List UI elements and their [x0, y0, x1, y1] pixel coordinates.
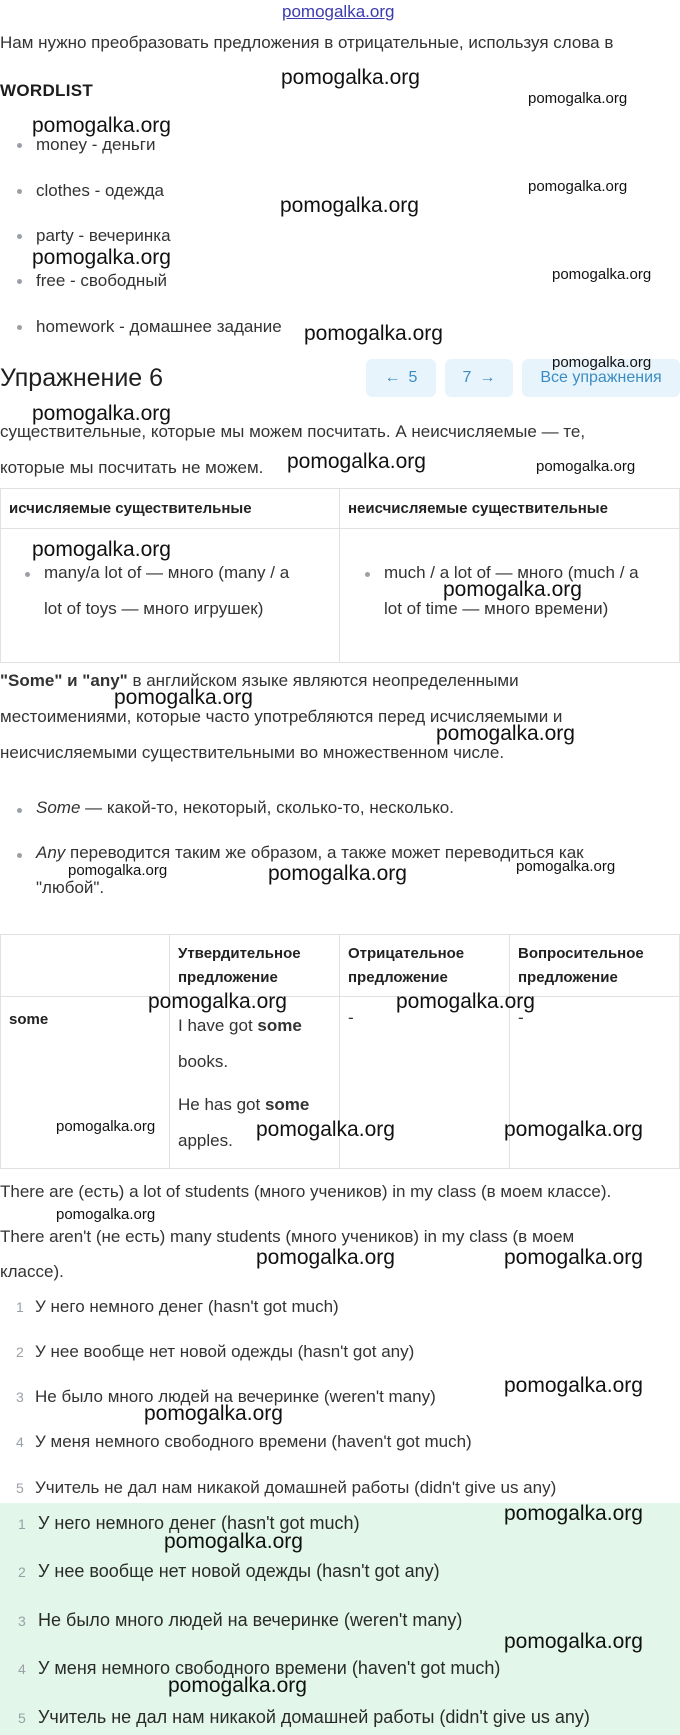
watermark: pomogalka.org [32, 114, 171, 137]
bullet-icon [17, 853, 22, 858]
watermark: pomogalka.org [528, 90, 628, 107]
arrow-left-icon: ← [384, 369, 401, 386]
some-any-bold: "Some" и "any" [0, 671, 128, 690]
watermark: pomogalka.org [32, 402, 171, 425]
watermark: pomogalka.org [436, 722, 575, 745]
table-row-label: some [9, 1011, 49, 1028]
answer-number: 1 [18, 1516, 26, 1532]
watermark: pomogalka.org [536, 458, 636, 475]
watermark: pomogalka.org [268, 862, 407, 885]
list-item: money - деньги [36, 135, 156, 154]
task-item: У меня немного свободного времени (haven't got much) [35, 1432, 472, 1451]
arrow-right-icon: → [479, 369, 496, 386]
bullet-icon [17, 325, 22, 330]
watermark: pomogalka.org [504, 1118, 643, 1141]
answer-item: Не было много людей на вечеринке (weren't many) [38, 1610, 463, 1630]
bullet-icon [25, 572, 30, 577]
cell-text: I have got [178, 1016, 258, 1035]
watermark: pomogalka.org [56, 1118, 156, 1135]
answer-item: У меня немного свободного времени (haven't got much) [38, 1658, 501, 1678]
table-cell: much / a lot of — много (much / a [384, 563, 639, 582]
list-item [36, 798, 454, 818]
cell-bold: some [257, 1016, 302, 1035]
table-cell: books. [178, 1052, 229, 1071]
task-number: 3 [16, 1389, 24, 1405]
site-top-link[interactable]: pomogalka.org [282, 2, 395, 21]
watermark: pomogalka.org [504, 1374, 643, 1397]
watermark: pomogalka.org [114, 686, 253, 709]
example-line: There are (есть) a lot of students (много учеников) in my class (в моем классе). [0, 1182, 612, 1201]
watermark: pomogalka.org [304, 322, 443, 345]
list-item: party - вечеринка [36, 226, 171, 245]
bullet-icon [17, 189, 22, 194]
task-item: У него немного денег (hasn't got much) [35, 1297, 339, 1316]
bullet-icon [17, 143, 22, 148]
watermark: pomogalka.org [552, 354, 652, 371]
paragraph-line: неисчисляемыми существительными во множественном числе. [0, 743, 505, 762]
watermark: pomogalka.org [443, 578, 582, 601]
intro-text: Нам нужно преобразовать предложения в отрицательные, используя слова в [0, 33, 614, 52]
table-header: предложение [348, 969, 448, 986]
paragraph-line: существительные, которые мы можем посчитать. А неисчисляемые — те, [0, 422, 586, 441]
task-number: 1 [16, 1299, 24, 1315]
table-header: предложение [178, 969, 278, 986]
any-word: Any [36, 843, 66, 862]
cell-text: He has got [178, 1095, 265, 1114]
table-cell: lot of time — много времени) [384, 599, 609, 618]
watermark: pomogalka.org [168, 1674, 307, 1697]
watermark: pomogalka.org [280, 194, 419, 217]
task-number: 4 [16, 1434, 24, 1450]
watermark: pomogalka.org [32, 246, 171, 269]
answer-number: 5 [18, 1710, 26, 1726]
table-header: неисчисляемые существительные [348, 500, 608, 517]
list-item: "любой". [36, 878, 105, 897]
paragraph-text: в английском языке являются неопределенными [127, 671, 519, 690]
watermark: pomogalka.org [281, 66, 420, 89]
watermark: pomogalka.org [56, 1206, 156, 1223]
table-header: Отрицательное [348, 945, 465, 962]
task-number: 5 [16, 1480, 24, 1496]
watermark: pomogalka.org [164, 1530, 303, 1553]
example-line: There aren't (не есть) many students (много учеников) in my class (в моем [0, 1227, 575, 1246]
list-item-text: — какой-то, некоторый, сколько-то, несколько. [80, 798, 454, 817]
watermark: pomogalka.org [32, 538, 171, 561]
prev-exercise-label: 5 [408, 369, 418, 386]
bullet-icon [365, 572, 370, 577]
table-header: Вопросительное [518, 945, 644, 962]
answer-number: 3 [18, 1613, 26, 1629]
paragraph-line: местоимениями, которые часто употребляются перед исчисляемыми и [0, 707, 563, 726]
answer-number: 2 [18, 1564, 26, 1580]
answer-number: 4 [18, 1661, 26, 1677]
list-item [36, 843, 584, 863]
answer-item: Учитель не дал нам никакой домашней работы (didn't give us any) [38, 1707, 590, 1727]
bullet-icon [17, 234, 22, 239]
list-item-text: переводится таким же образом, а также может переводиться как [65, 843, 584, 862]
watermark: pomogalka.org [504, 1630, 643, 1653]
table-cell: many/a lot of — много (many / a [44, 563, 290, 582]
task-item: Не было много людей на вечеринке (weren't many) [35, 1387, 436, 1406]
paragraph-line: которые мы посчитать не можем. [0, 458, 264, 477]
list-item: homework - домашнее задание [36, 317, 282, 336]
watermark: pomogalka.org [516, 858, 616, 875]
watermark: pomogalka.org [148, 990, 287, 1013]
wordlist-title: WORDLIST [0, 81, 94, 100]
table-cell: - [348, 1008, 354, 1027]
bullet-icon [17, 279, 22, 284]
watermark: pomogalka.org [68, 862, 168, 879]
table-cell: lot of toys — много игрушек) [44, 599, 264, 618]
next-exercise-button[interactable] [445, 359, 513, 397]
watermark: pomogalka.org [504, 1502, 643, 1525]
table-header: предложение [518, 969, 618, 986]
bullet-icon [17, 808, 22, 813]
watermark: pomogalka.org [504, 1246, 643, 1269]
list-item: clothes - одежда [36, 181, 164, 200]
watermark: pomogalka.org [256, 1246, 395, 1269]
example-line: классе). [0, 1262, 64, 1281]
all-exercises-label: Все упражнения [540, 369, 662, 386]
prev-exercise-button[interactable] [366, 359, 436, 397]
watermark: pomogalka.org [256, 1118, 395, 1141]
next-exercise-label: 7 [462, 369, 472, 386]
paragraph-line [0, 671, 519, 691]
cell-bold: some [264, 1095, 310, 1114]
list-item: free - свободный [36, 271, 168, 290]
watermark: pomogalka.org [144, 1402, 283, 1425]
table-cell: apples. [178, 1131, 233, 1150]
task-number: 2 [16, 1344, 24, 1360]
watermark: pomogalka.org [287, 450, 426, 473]
table-cell: - [518, 1008, 524, 1027]
answer-item: У нее вообще нет новой одежды (hasn't got any) [38, 1561, 440, 1581]
watermark: pomogalka.org [396, 990, 535, 1013]
answer-item: У него немного денег (hasn't got much) [38, 1513, 360, 1533]
exercise-title: Упражнение 6 [0, 364, 164, 392]
task-item: Учитель не дал нам никакой домашней работы (didn't give us any) [35, 1478, 557, 1497]
watermark: pomogalka.org [528, 178, 628, 195]
task-item: У нее вообще нет новой одежды (hasn't got any) [35, 1342, 415, 1361]
some-word: Some [36, 798, 81, 817]
watermark: pomogalka.org [552, 266, 652, 283]
table-header: Утвердительное [178, 945, 301, 962]
table-header: исчисляемые существительные [9, 500, 252, 517]
